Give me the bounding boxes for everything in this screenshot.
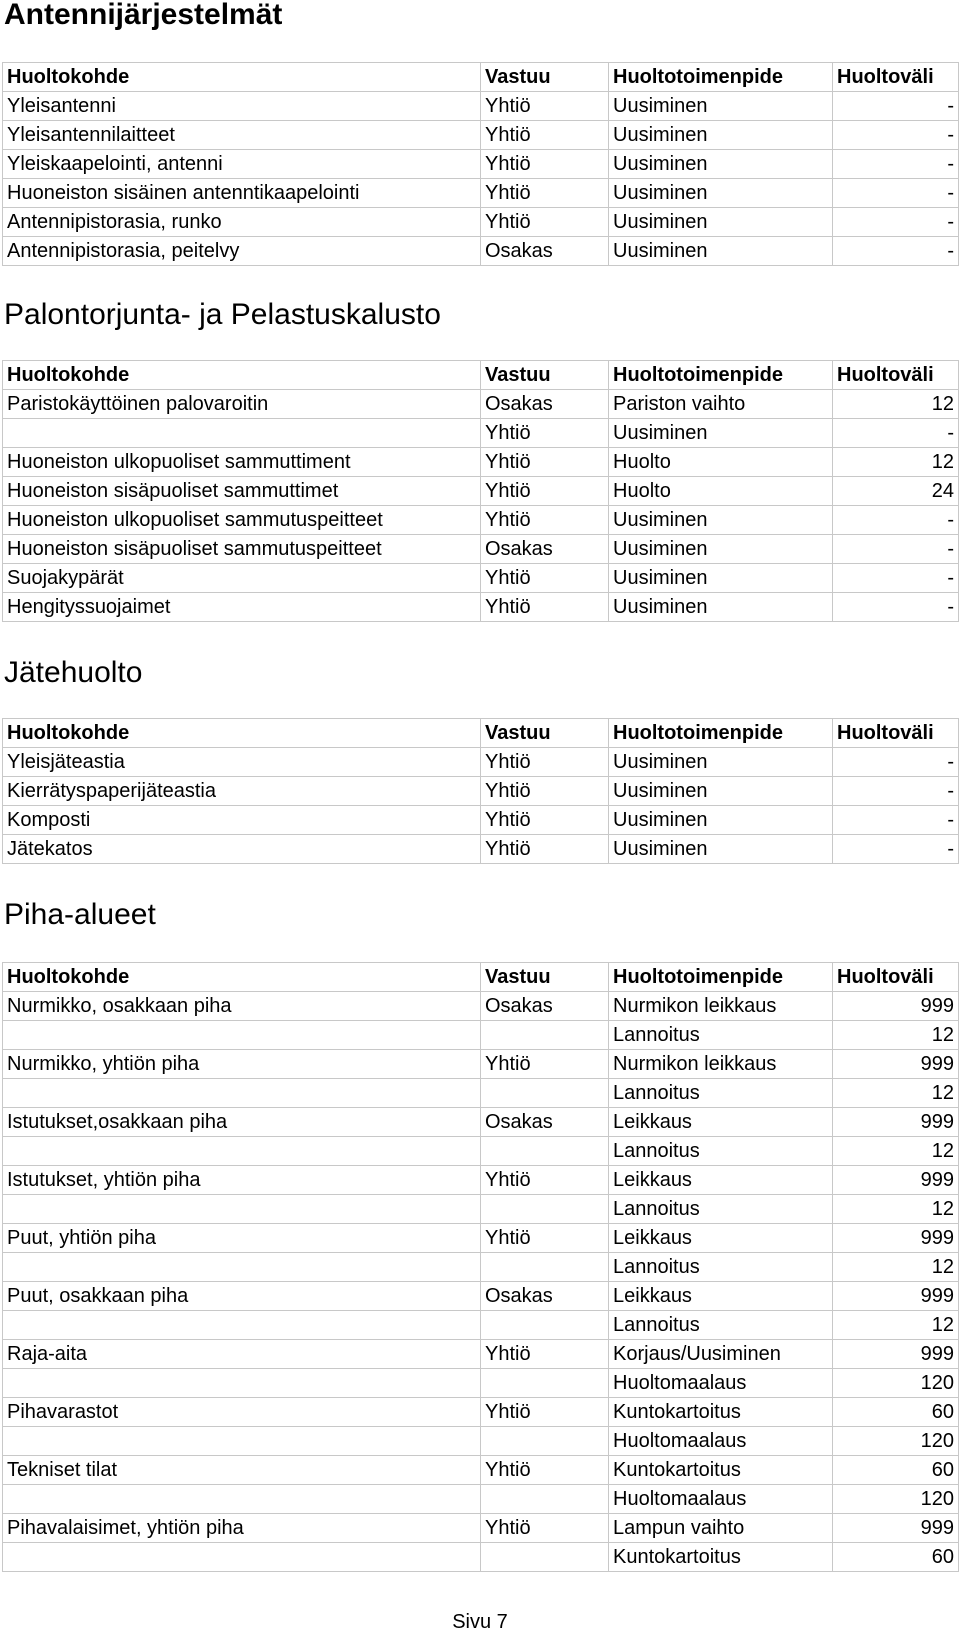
column-header: Huoltokohde bbox=[3, 361, 481, 390]
cell-huoltotoimenpide: Nurmikon leikkaus bbox=[609, 1050, 833, 1079]
cell-huoltovali: 12 bbox=[833, 1021, 959, 1050]
cell-huoltovali: - bbox=[833, 806, 959, 835]
table-row bbox=[3, 992, 959, 1021]
cell-huoltovali: 999 bbox=[833, 1224, 959, 1253]
cell-huoltokohde: Antennipistorasia, peitelvy bbox=[3, 237, 481, 266]
cell-huoltotoimenpide: Leikkaus bbox=[609, 1108, 833, 1137]
cell-vastuu: Yhtiö bbox=[481, 1340, 609, 1369]
cell-vastuu: Osakas bbox=[481, 390, 609, 419]
table-row bbox=[3, 1369, 959, 1398]
cell-huoltovali: 60 bbox=[833, 1398, 959, 1427]
table-row bbox=[3, 535, 959, 564]
cell-huoltotoimenpide: Uusiminen bbox=[609, 748, 833, 777]
cell-vastuu bbox=[481, 1543, 609, 1572]
cell-huoltovali: - bbox=[833, 419, 959, 448]
table-row bbox=[3, 1050, 959, 1079]
cell-huoltovali: 999 bbox=[833, 1108, 959, 1137]
table-row bbox=[3, 1079, 959, 1108]
column-header: Huoltokohde bbox=[3, 63, 481, 92]
cell-huoltokohde: Yleisjäteastia bbox=[3, 748, 481, 777]
cell-huoltotoimenpide: Huolto bbox=[609, 448, 833, 477]
cell-vastuu: Yhtiö bbox=[481, 835, 609, 864]
cell-huoltokohde: Huoneiston sisäpuoliset sammutuspeitteet bbox=[3, 535, 481, 564]
cell-huoltokohde bbox=[3, 1253, 481, 1282]
table-header-row bbox=[3, 361, 959, 390]
cell-huoltokohde: Puut, osakkaan piha bbox=[3, 1282, 481, 1311]
table-row bbox=[3, 806, 959, 835]
cell-vastuu bbox=[481, 1369, 609, 1398]
cell-huoltovali: - bbox=[833, 535, 959, 564]
cell-huoltovali: 999 bbox=[833, 992, 959, 1021]
cell-huoltotoimenpide: Lampun vaihto bbox=[609, 1514, 833, 1543]
cell-huoltokohde: Huoneiston ulkopuoliset sammutuspeitteet bbox=[3, 506, 481, 535]
cell-vastuu: Yhtiö bbox=[481, 806, 609, 835]
page-number: Sivu 7 bbox=[452, 1611, 508, 1633]
table-palontorjunta bbox=[2, 360, 959, 622]
cell-huoltokohde: Suojakypärät bbox=[3, 564, 481, 593]
table-row bbox=[3, 150, 959, 179]
cell-huoltokohde: Istutukset,osakkaan piha bbox=[3, 1108, 481, 1137]
table-jatehuolto bbox=[2, 718, 959, 864]
cell-huoltotoimenpide: Lannoitus bbox=[609, 1021, 833, 1050]
table-row bbox=[3, 1253, 959, 1282]
column-header: Huoltotoimenpide bbox=[609, 63, 833, 92]
cell-huoltovali: 12 bbox=[833, 390, 959, 419]
cell-huoltovali: 12 bbox=[833, 1195, 959, 1224]
cell-huoltotoimenpide: Leikkaus bbox=[609, 1224, 833, 1253]
cell-vastuu: Yhtiö bbox=[481, 1050, 609, 1079]
cell-huoltokohde: Yleiskaapelointi, antenni bbox=[3, 150, 481, 179]
cell-huoltovali: 12 bbox=[833, 1137, 959, 1166]
cell-huoltokohde bbox=[3, 1137, 481, 1166]
cell-huoltotoimenpide: Uusiminen bbox=[609, 150, 833, 179]
table-row bbox=[3, 1340, 959, 1369]
cell-vastuu: Yhtiö bbox=[481, 179, 609, 208]
cell-huoltotoimenpide: Uusiminen bbox=[609, 777, 833, 806]
cell-huoltovali: - bbox=[833, 506, 959, 535]
cell-huoltokohde bbox=[3, 1079, 481, 1108]
table-header-row bbox=[3, 963, 959, 992]
cell-huoltotoimenpide: Huoltomaalaus bbox=[609, 1427, 833, 1456]
table-row bbox=[3, 92, 959, 121]
cell-vastuu: Yhtiö bbox=[481, 506, 609, 535]
table-row bbox=[3, 1485, 959, 1514]
cell-huoltokohde: Raja-aita bbox=[3, 1340, 481, 1369]
table-header-row bbox=[3, 719, 959, 748]
table-row bbox=[3, 1456, 959, 1485]
cell-huoltovali: 999 bbox=[833, 1050, 959, 1079]
table-header-row bbox=[3, 63, 959, 92]
cell-vastuu: Yhtiö bbox=[481, 593, 609, 622]
cell-huoltovali: - bbox=[833, 208, 959, 237]
cell-huoltovali: 999 bbox=[833, 1282, 959, 1311]
cell-vastuu: Osakas bbox=[481, 1108, 609, 1137]
cell-huoltovali: 999 bbox=[833, 1166, 959, 1195]
table-row bbox=[3, 835, 959, 864]
cell-huoltotoimenpide: Lannoitus bbox=[609, 1311, 833, 1340]
cell-huoltotoimenpide: Leikkaus bbox=[609, 1166, 833, 1195]
column-header: Huoltoväli bbox=[833, 361, 959, 390]
column-header: Vastuu bbox=[481, 963, 609, 992]
cell-huoltovali: 120 bbox=[833, 1369, 959, 1398]
cell-vastuu: Osakas bbox=[481, 992, 609, 1021]
cell-huoltotoimenpide: Huoltomaalaus bbox=[609, 1485, 833, 1514]
cell-huoltovali: 60 bbox=[833, 1456, 959, 1485]
column-header: Huoltokohde bbox=[3, 963, 481, 992]
cell-huoltovali: 12 bbox=[833, 1311, 959, 1340]
cell-huoltokohde bbox=[3, 419, 481, 448]
cell-vastuu: Yhtiö bbox=[481, 1398, 609, 1427]
table-row bbox=[3, 208, 959, 237]
cell-huoltokohde: Huoneiston ulkopuoliset sammuttiment bbox=[3, 448, 481, 477]
cell-huoltotoimenpide: Kuntokartoitus bbox=[609, 1398, 833, 1427]
cell-huoltovali: - bbox=[833, 237, 959, 266]
cell-huoltokohde: Istutukset, yhtiön piha bbox=[3, 1166, 481, 1195]
table-row bbox=[3, 419, 959, 448]
cell-huoltotoimenpide: Nurmikon leikkaus bbox=[609, 992, 833, 1021]
column-header: Vastuu bbox=[481, 361, 609, 390]
cell-huoltovali: - bbox=[833, 92, 959, 121]
cell-huoltokohde: Huoneiston sisäpuoliset sammuttimet bbox=[3, 477, 481, 506]
cell-huoltokohde: Kierrätyspaperijäteastia bbox=[3, 777, 481, 806]
cell-huoltotoimenpide: Huolto bbox=[609, 477, 833, 506]
cell-huoltotoimenpide: Uusiminen bbox=[609, 179, 833, 208]
column-header: Huoltotoimenpide bbox=[609, 963, 833, 992]
cell-huoltovali: - bbox=[833, 593, 959, 622]
cell-vastuu: Yhtiö bbox=[481, 777, 609, 806]
cell-vastuu: Yhtiö bbox=[481, 477, 609, 506]
cell-huoltovali: 120 bbox=[833, 1485, 959, 1514]
table-piha-alueet bbox=[2, 962, 959, 1572]
column-header: Huoltokohde bbox=[3, 719, 481, 748]
cell-huoltotoimenpide: Leikkaus bbox=[609, 1282, 833, 1311]
cell-vastuu bbox=[481, 1021, 609, 1050]
table-row bbox=[3, 1311, 959, 1340]
section-title-jatehuolto: Jätehuolto bbox=[4, 656, 143, 689]
cell-huoltovali: 12 bbox=[833, 1079, 959, 1108]
cell-huoltovali: - bbox=[833, 150, 959, 179]
cell-huoltovali: - bbox=[833, 835, 959, 864]
table-row bbox=[3, 390, 959, 419]
table-row bbox=[3, 1543, 959, 1572]
cell-huoltokohde bbox=[3, 1021, 481, 1050]
cell-vastuu: Yhtiö bbox=[481, 1514, 609, 1543]
section-title-piha-alueet: Piha-alueet bbox=[4, 898, 156, 931]
cell-huoltovali: - bbox=[833, 179, 959, 208]
column-header: Huoltotoimenpide bbox=[609, 719, 833, 748]
cell-huoltovali: - bbox=[833, 564, 959, 593]
cell-huoltotoimenpide: Kuntokartoitus bbox=[609, 1543, 833, 1572]
cell-huoltokohde bbox=[3, 1311, 481, 1340]
cell-huoltotoimenpide: Lannoitus bbox=[609, 1195, 833, 1224]
cell-huoltotoimenpide: Uusiminen bbox=[609, 535, 833, 564]
cell-huoltokohde: Antennipistorasia, runko bbox=[3, 208, 481, 237]
cell-vastuu bbox=[481, 1195, 609, 1224]
cell-vastuu: Osakas bbox=[481, 535, 609, 564]
cell-huoltokohde: Nurmikko, yhtiön piha bbox=[3, 1050, 481, 1079]
cell-huoltotoimenpide: Huoltomaalaus bbox=[609, 1369, 833, 1398]
cell-huoltovali: 999 bbox=[833, 1514, 959, 1543]
column-header: Huoltoväli bbox=[833, 719, 959, 748]
cell-huoltovali: 60 bbox=[833, 1543, 959, 1572]
cell-vastuu: Yhtiö bbox=[481, 1166, 609, 1195]
cell-huoltokohde bbox=[3, 1369, 481, 1398]
cell-vastuu: Yhtiö bbox=[481, 564, 609, 593]
cell-huoltokohde: Paristokäyttöinen palovaroitin bbox=[3, 390, 481, 419]
table-row bbox=[3, 1166, 959, 1195]
table-row bbox=[3, 777, 959, 806]
table-row bbox=[3, 448, 959, 477]
table-row bbox=[3, 1282, 959, 1311]
table-row bbox=[3, 1398, 959, 1427]
cell-huoltotoimenpide: Uusiminen bbox=[609, 564, 833, 593]
table-row bbox=[3, 593, 959, 622]
cell-huoltotoimenpide: Kuntokartoitus bbox=[609, 1456, 833, 1485]
cell-huoltokohde: Jätekatos bbox=[3, 835, 481, 864]
cell-huoltokohde: Pihavalaisimet, yhtiön piha bbox=[3, 1514, 481, 1543]
column-header: Huoltoväli bbox=[833, 963, 959, 992]
table-row bbox=[3, 506, 959, 535]
table-row bbox=[3, 121, 959, 150]
cell-huoltokohde bbox=[3, 1485, 481, 1514]
table-row bbox=[3, 1021, 959, 1050]
cell-huoltotoimenpide: Uusiminen bbox=[609, 92, 833, 121]
cell-huoltotoimenpide: Uusiminen bbox=[609, 506, 833, 535]
cell-huoltotoimenpide: Lannoitus bbox=[609, 1079, 833, 1108]
cell-huoltovali: - bbox=[833, 121, 959, 150]
cell-huoltovali: - bbox=[833, 777, 959, 806]
cell-vastuu: Osakas bbox=[481, 1282, 609, 1311]
cell-huoltokohde: Nurmikko, osakkaan piha bbox=[3, 992, 481, 1021]
cell-huoltokohde: Puut, yhtiön piha bbox=[3, 1224, 481, 1253]
cell-huoltokohde: Yleisantennilaitteet bbox=[3, 121, 481, 150]
cell-vastuu: Yhtiö bbox=[481, 1456, 609, 1485]
cell-huoltotoimenpide: Uusiminen bbox=[609, 419, 833, 448]
cell-vastuu bbox=[481, 1079, 609, 1108]
cell-vastuu bbox=[481, 1427, 609, 1456]
cell-vastuu: Yhtiö bbox=[481, 748, 609, 777]
table-antennijarjestelmat bbox=[2, 62, 959, 266]
cell-vastuu: Osakas bbox=[481, 237, 609, 266]
cell-huoltotoimenpide: Uusiminen bbox=[609, 806, 833, 835]
table-row bbox=[3, 1514, 959, 1543]
cell-vastuu bbox=[481, 1137, 609, 1166]
column-header: Huoltotoimenpide bbox=[609, 361, 833, 390]
cell-vastuu: Yhtiö bbox=[481, 121, 609, 150]
column-header: Vastuu bbox=[481, 63, 609, 92]
cell-huoltovali: 24 bbox=[833, 477, 959, 506]
column-header: Huoltoväli bbox=[833, 63, 959, 92]
table-row bbox=[3, 477, 959, 506]
cell-vastuu: Yhtiö bbox=[481, 208, 609, 237]
cell-vastuu: Yhtiö bbox=[481, 92, 609, 121]
cell-huoltokohde bbox=[3, 1543, 481, 1572]
cell-vastuu bbox=[481, 1253, 609, 1282]
cell-huoltotoimenpide: Uusiminen bbox=[609, 237, 833, 266]
table-row bbox=[3, 1137, 959, 1166]
cell-huoltokohde bbox=[3, 1195, 481, 1224]
cell-huoltovali: - bbox=[833, 748, 959, 777]
table-row bbox=[3, 564, 959, 593]
cell-huoltotoimenpide: Uusiminen bbox=[609, 593, 833, 622]
cell-huoltovali: 120 bbox=[833, 1427, 959, 1456]
cell-vastuu: Yhtiö bbox=[481, 419, 609, 448]
cell-huoltotoimenpide: Uusiminen bbox=[609, 121, 833, 150]
cell-huoltotoimenpide: Uusiminen bbox=[609, 208, 833, 237]
cell-huoltovali: 12 bbox=[833, 1253, 959, 1282]
cell-huoltotoimenpide: Lannoitus bbox=[609, 1137, 833, 1166]
cell-huoltokohde bbox=[3, 1427, 481, 1456]
cell-huoltokohde: Komposti bbox=[3, 806, 481, 835]
cell-huoltotoimenpide: Korjaus/Uusiminen bbox=[609, 1340, 833, 1369]
cell-vastuu: Yhtiö bbox=[481, 448, 609, 477]
table-row bbox=[3, 1427, 959, 1456]
cell-vastuu: Yhtiö bbox=[481, 1224, 609, 1253]
table-row bbox=[3, 237, 959, 266]
section-title-antennijarjestelmat: Antennijärjestelmät bbox=[4, 0, 283, 31]
cell-huoltovali: 999 bbox=[833, 1340, 959, 1369]
table-row bbox=[3, 748, 959, 777]
cell-huoltokohde: Tekniset tilat bbox=[3, 1456, 481, 1485]
table-row bbox=[3, 1224, 959, 1253]
cell-huoltokohde: Pihavarastot bbox=[3, 1398, 481, 1427]
table-row bbox=[3, 179, 959, 208]
cell-huoltotoimenpide: Uusiminen bbox=[609, 835, 833, 864]
cell-huoltotoimenpide: Lannoitus bbox=[609, 1253, 833, 1282]
table-row bbox=[3, 1195, 959, 1224]
cell-vastuu bbox=[481, 1311, 609, 1340]
cell-vastuu bbox=[481, 1485, 609, 1514]
section-title-palontorjunta: Palontorjunta- ja Pelastuskalusto bbox=[4, 298, 441, 331]
cell-huoltokohde: Hengityssuojaimet bbox=[3, 593, 481, 622]
table-row bbox=[3, 1108, 959, 1137]
cell-huoltokohde: Huoneiston sisäinen antenntikaapelointi bbox=[3, 179, 481, 208]
cell-huoltovali: 12 bbox=[833, 448, 959, 477]
cell-huoltotoimenpide: Pariston vaihto bbox=[609, 390, 833, 419]
cell-vastuu: Yhtiö bbox=[481, 150, 609, 179]
column-header: Vastuu bbox=[481, 719, 609, 748]
cell-huoltokohde: Yleisantenni bbox=[3, 92, 481, 121]
